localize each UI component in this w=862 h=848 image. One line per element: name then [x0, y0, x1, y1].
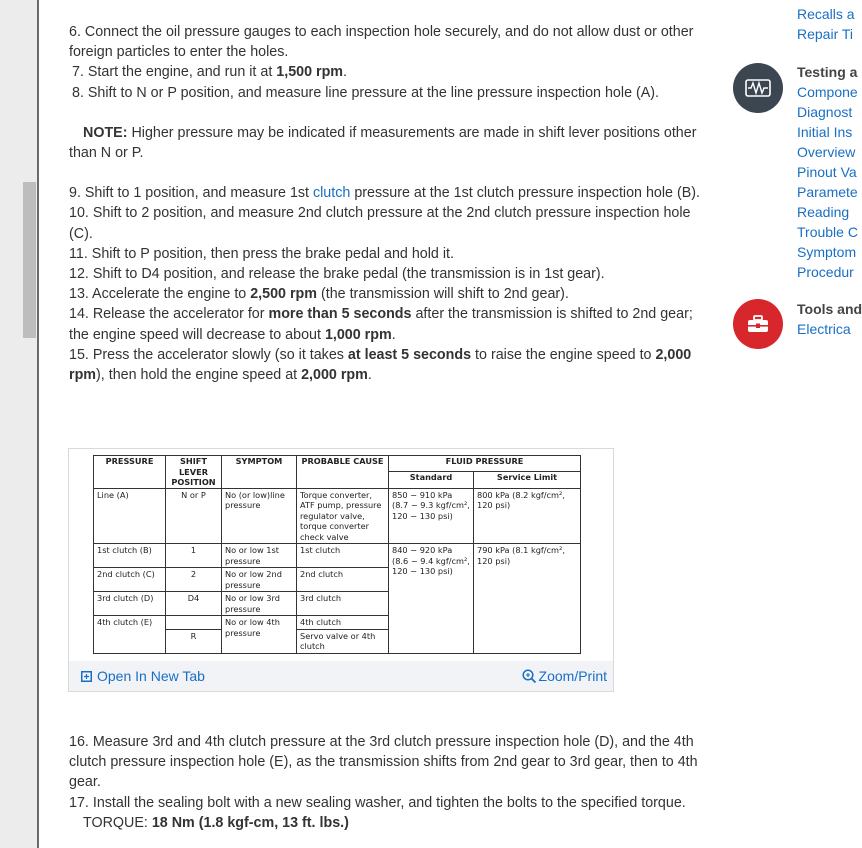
note-line	[69, 123, 701, 143]
header-standard: Standard	[389, 472, 474, 488]
figure-toolbar	[69, 661, 613, 691]
sidebar-link[interactable]: Diagnost	[797, 104, 853, 120]
step-emphasis: 1,500 rpm	[276, 64, 344, 81]
sidebar-link-repair-times[interactable]: Repair Ti	[797, 26, 854, 42]
torque-value: 18 Nm (1.8 kgf-cm, 13 ft. lbs.)	[151, 814, 349, 831]
cell-cause: Torque converter, ATF pump, pressure regulator valve, torque converter check valve	[297, 488, 389, 544]
header-service-limit: Service Limit	[474, 472, 581, 488]
table-row	[94, 544, 581, 568]
header-probable-cause: PROBABLE CAUSE	[297, 456, 389, 489]
cell-pressure: 2nd clutch (C)	[94, 568, 166, 592]
cell-standard: 840 − 920 kPa (8.6 − 9.4 kgf/cm², 120 − 130 psi)	[389, 544, 474, 654]
waveform-icon	[733, 63, 783, 113]
sidebar-link[interactable]: Initial Ins	[797, 124, 853, 140]
open-new-tab-link[interactable]	[81, 668, 205, 684]
zoom-icon	[522, 669, 537, 684]
procedure-content	[69, 22, 701, 385]
step-text: 16. Measure 3rd and 4th clutch pressure at the 3rd clutch pressure inspection hole (D), and the 4th clutch pressure inspection hole (E), as the transmission shifts from 2nd gear to 3rd gear, then to 4th gear.	[69, 734, 698, 791]
step-emphasis: more than 5 seconds	[268, 306, 412, 323]
step-text: 11. Shift to P position, then press the brake pedal and hold it.	[69, 245, 454, 262]
cell-shift: N or P	[166, 488, 222, 544]
sidebar-link[interactable]: Reading	[797, 204, 850, 220]
cell-symptom: No or low 1st pressure	[222, 544, 297, 568]
cell-cause: 2nd clutch	[297, 568, 389, 592]
step-emphasis: 1,000 rpm	[324, 326, 392, 343]
step-text: 6. Connect the oil pressure gauges to each inspection hole securely, and do not allow dust or other foreign particles to enter the holes.	[69, 24, 694, 61]
torque-label: TORQUE:	[83, 814, 152, 831]
step-emphasis: 2,000 rpm	[301, 367, 368, 384]
note-text: Higher pressure may be indicated if measurements are made in shift lever positions other	[127, 124, 697, 141]
step-text: to raise the engine speed to	[471, 346, 656, 363]
step-s8	[69, 83, 701, 103]
step-s9	[69, 183, 701, 203]
cell-service-limit: 790 kPa (8.1 kgf/cm², 120 psi)	[474, 544, 581, 654]
cell-symptom: No or low 3rd pressure	[222, 592, 297, 616]
cell-pressure: Line (A)	[94, 488, 166, 544]
step-text: pressure at the 1st clutch pressure inspection hole (B).	[350, 185, 700, 202]
cell-pressure: 4th clutch (E)	[94, 616, 166, 654]
cell-symptom: No (or low)line pressure	[222, 488, 297, 544]
step-text: (the transmission will shift to 2nd gear).	[317, 286, 569, 303]
cell-shift: D4	[166, 592, 222, 616]
note-label: NOTE:	[83, 124, 128, 141]
step-text: .	[391, 326, 396, 343]
step-text: 17. Install the sealing bolt with a new sealing washer, and tighten the bolts to the specified torque.	[69, 794, 686, 811]
cell-shift: 2	[166, 568, 222, 592]
step-s14	[69, 304, 701, 344]
step-s13	[69, 284, 701, 304]
cell-symptom: No or low 2nd pressure	[222, 568, 297, 592]
header-symptom: SYMPTOM	[222, 456, 297, 489]
note-line-2: than N or P.	[69, 145, 144, 162]
cell-pressure: 1st clutch (B)	[94, 544, 166, 568]
cell-shift: R	[166, 629, 222, 653]
step-text: 13. Accelerate the engine to	[69, 286, 251, 303]
step-text: 10. Shift to 2 position, and measure 2nd clutch pressure at the 2nd clutch pressure inspection hole (C).	[69, 205, 691, 242]
sidebar-link[interactable]: Paramete	[797, 184, 858, 200]
sidebar-heading-tools: Tools and	[797, 301, 862, 317]
right-sidebar	[733, 0, 862, 848]
fluid-pressure-table	[93, 455, 581, 654]
cell-cause: 1st clutch	[297, 544, 389, 568]
sidebar-link[interactable]: Symptom	[797, 244, 857, 260]
steps-bottom	[69, 732, 701, 813]
step-text: .	[367, 367, 372, 384]
header-shift-position: SHIFT LEVER POSITION	[166, 456, 222, 489]
step-s10	[69, 203, 701, 243]
cell-cause: 4th clutch	[297, 616, 389, 630]
cell-shift-empty	[166, 616, 222, 630]
steps-mid	[69, 183, 701, 385]
scrollbar-thumb[interactable]	[23, 182, 36, 338]
cell-service-limit: 800 kPa (8.2 kgf/cm², 120 psi)	[474, 488, 581, 544]
cell-shift: 1	[166, 544, 222, 568]
step-text: 9. Shift to 1 position, and measure 1st	[69, 185, 313, 202]
step-s16	[69, 732, 701, 793]
new-tab-icon	[81, 671, 92, 682]
procedure-content-after	[69, 732, 701, 833]
toolbox-icon	[733, 299, 783, 349]
step-s12	[69, 264, 701, 284]
step-text: ), then hold the engine speed at	[96, 367, 302, 384]
zoom-print-label: Zoom/Print	[538, 668, 607, 684]
step-text: 8. Shift to N or P position, and measure line pressure at the line pressure inspection hole (A).	[72, 84, 660, 101]
sidebar-link[interactable]: Overview	[797, 144, 856, 160]
sidebar-link-electrical[interactable]: Electrica	[797, 321, 851, 337]
step-text: 7. Start the engine, and run it at	[72, 64, 277, 81]
step-s17	[69, 793, 701, 813]
step-emphasis: 2,000 rpm	[69, 346, 692, 384]
table-row-line	[94, 488, 581, 544]
sidebar-link[interactable]: Pinout Va	[797, 164, 857, 180]
step-text: 14. Release the accelerator for	[69, 306, 269, 323]
torque-spec	[69, 813, 701, 833]
step-s15	[69, 345, 701, 385]
sidebar-heading-testing: Testing a	[797, 64, 858, 80]
pressure-table-figure	[68, 448, 614, 692]
sidebar-link-recalls[interactable]: Recalls a	[797, 6, 855, 22]
step-text: .	[343, 64, 348, 81]
cell-symptom: No or low 4th pressure	[222, 616, 297, 654]
cell-cause: Servo valve or 4th clutch	[297, 629, 389, 653]
step-text: after the transmission is shifted to 2nd gear; the engine speed will decrease to about	[69, 306, 693, 343]
step-s11	[69, 244, 701, 264]
sidebar-link[interactable]: Procedur	[797, 264, 854, 280]
header-pressure: PRESSURE	[94, 456, 166, 489]
step-emphasis: 2,500 rpm	[250, 286, 317, 303]
cell-standard: 850 − 910 kPa (8.7 − 9.3 kgf/cm², 120 − 130 psi)	[389, 488, 474, 544]
step-emphasis: at least 5 seconds	[347, 346, 472, 363]
step-text: 12. Shift to D4 position, and release the brake pedal (the transmission is in 1st gear).	[69, 266, 605, 283]
zoom-print-link[interactable]	[522, 668, 607, 684]
step-s7	[69, 62, 701, 82]
header-fluid-pressure: FLUID PRESSURE	[389, 456, 581, 472]
cell-cause: 3rd clutch	[297, 592, 389, 616]
steps-top	[69, 22, 701, 103]
step-s6	[69, 22, 701, 62]
step-text: 15. Press the accelerator slowly (so it takes	[69, 346, 348, 363]
open-new-tab-label: Open In New Tab	[97, 668, 205, 684]
left-gutter	[0, 0, 39, 848]
cell-pressure: 3rd clutch (D)	[94, 592, 166, 616]
sidebar-link[interactable]: Trouble C	[797, 224, 858, 240]
sidebar-link[interactable]: Compone	[797, 84, 858, 100]
clutch-link[interactable]: clutch	[312, 185, 351, 202]
